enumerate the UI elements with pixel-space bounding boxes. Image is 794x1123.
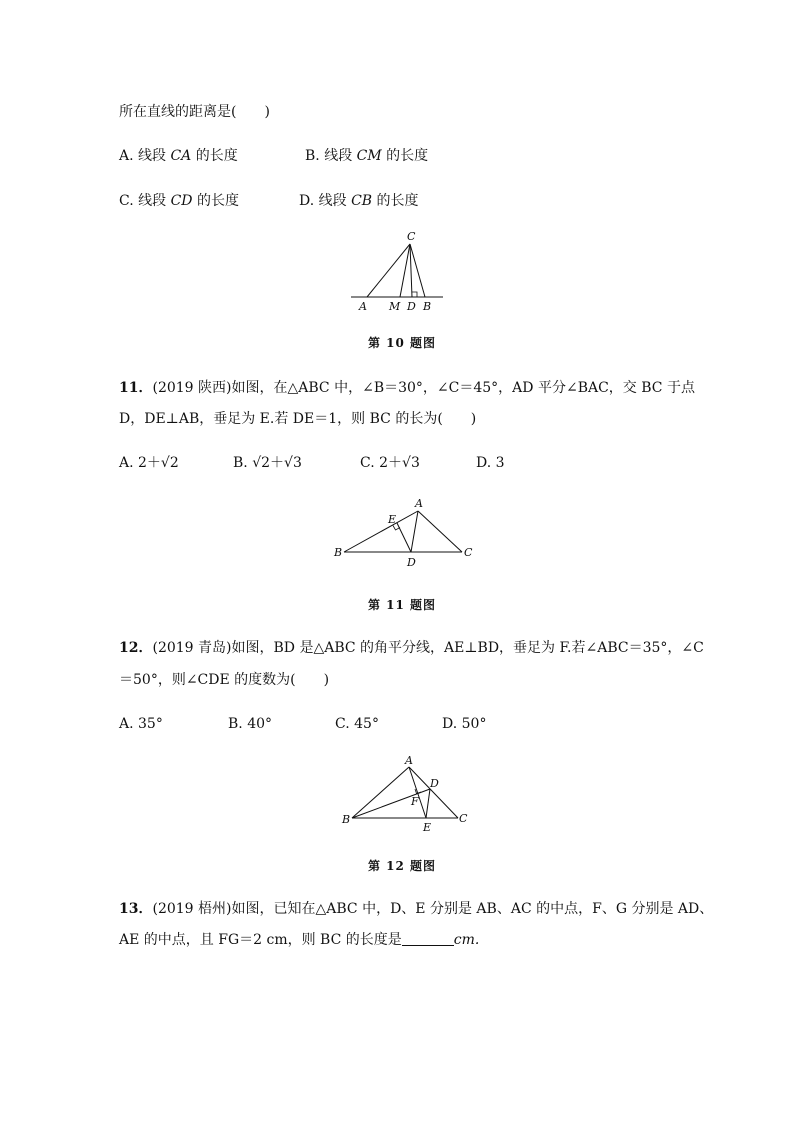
q12-label-e: E <box>423 821 432 834</box>
q11-line1: 11．(2019 陕西)如图，在△ABC 中，∠B＝30°，∠C＝45°，AD 平分∠BAC，交 BC 于点 <box>119 380 695 396</box>
q11-figure <box>330 495 480 575</box>
q12-label-b: B <box>342 813 351 826</box>
q11-caption: 第 11 题图 <box>368 598 437 612</box>
q11-source: (2019 陕西) <box>152 380 232 396</box>
q10-segment-cb <box>410 244 425 297</box>
q10-segment-ca <box>367 244 410 297</box>
q11-option-d: D. 3 <box>476 455 505 471</box>
q10-label-c: C <box>407 230 416 243</box>
q13-line1: 13．(2019 梧州)如图，已知在△ABC 中，D、E 分别是 AB、AC 的中点，F、G 分别是 AD、 <box>119 901 714 917</box>
q11-bisector-ad <box>411 511 418 552</box>
q10-option-b: B. 线段 CM 的长度 <box>305 148 429 164</box>
q12-number: 12 <box>119 640 139 656</box>
q13-line2: AE 的中点，且 FG＝2 cm，则 BC 的长度是 cm. <box>119 932 480 948</box>
q12-label-c: C <box>459 812 468 825</box>
q12-label-f: F <box>411 795 419 808</box>
q12-label-a: A <box>405 754 413 767</box>
q10-label-m: M <box>389 300 401 313</box>
q13-answer-blank[interactable] <box>402 931 454 946</box>
q11-side-ab <box>344 511 418 552</box>
q11-label-d: D <box>407 556 416 569</box>
q12-label-d: D <box>430 777 439 790</box>
q11-line2: D，DE⊥AB，垂足为 E.若 DE＝1，则 BC 的长为( ) <box>119 411 477 427</box>
q12-line2: ＝50°，则∠CDE 的度数为( ) <box>119 672 330 688</box>
q11-label-e: E <box>388 513 397 526</box>
q12-perp-ae <box>409 767 426 818</box>
q10-option-d: D. 线段 CB 的长度 <box>299 193 419 209</box>
q13-number: 13 <box>119 901 139 917</box>
q12-option-b: B. 40° <box>228 716 273 732</box>
q11-label-a: A <box>415 497 423 510</box>
q11-number: 11 <box>119 380 139 396</box>
q12-line1: 12．(2019 青岛)如图，BD 是△ABC 的角平分线，AE⊥BD，垂足为 F.若∠ABC＝35°，∠C <box>119 640 704 656</box>
q10-option-a: A. 线段 CA 的长度 <box>119 148 238 164</box>
q12-caption: 第 12 题图 <box>368 859 437 873</box>
q12-source: (2019 青岛) <box>152 640 232 656</box>
q11-side-ac <box>418 511 462 552</box>
q12-option-c: C. 45° <box>335 716 379 732</box>
q10-segment-cd <box>410 244 412 297</box>
q11-option-b: B. √2＋√3 <box>233 455 302 471</box>
q10-stem-end: 所在直线的距离是( ) <box>119 104 270 120</box>
q10-label-b: B <box>423 300 432 313</box>
q10-figure <box>345 228 455 318</box>
q11-option-a: A. 2＋√2 <box>119 455 179 471</box>
q11-perp-de <box>397 523 411 552</box>
q11-option-c: C. 2＋√3 <box>360 455 420 471</box>
q11-label-b: B <box>334 546 343 559</box>
q10-label-d: D <box>407 300 416 313</box>
q11-label-c: C <box>464 546 473 559</box>
q12-option-a: A. 35° <box>119 716 163 732</box>
q12-option-d: D. 50° <box>442 716 487 732</box>
q10-option-c: C. 线段 CD 的长度 <box>119 193 239 209</box>
q10-caption: 第 10 题图 <box>368 336 437 350</box>
q13-source: (2019 梧州) <box>152 901 232 917</box>
q12-segment-de <box>426 789 430 818</box>
q12-figure <box>335 752 475 837</box>
q12-side-ab <box>352 767 409 818</box>
q10-right-angle-mark <box>412 292 417 297</box>
q10-segment-cm <box>400 244 410 297</box>
q10-label-a: A <box>359 300 367 313</box>
